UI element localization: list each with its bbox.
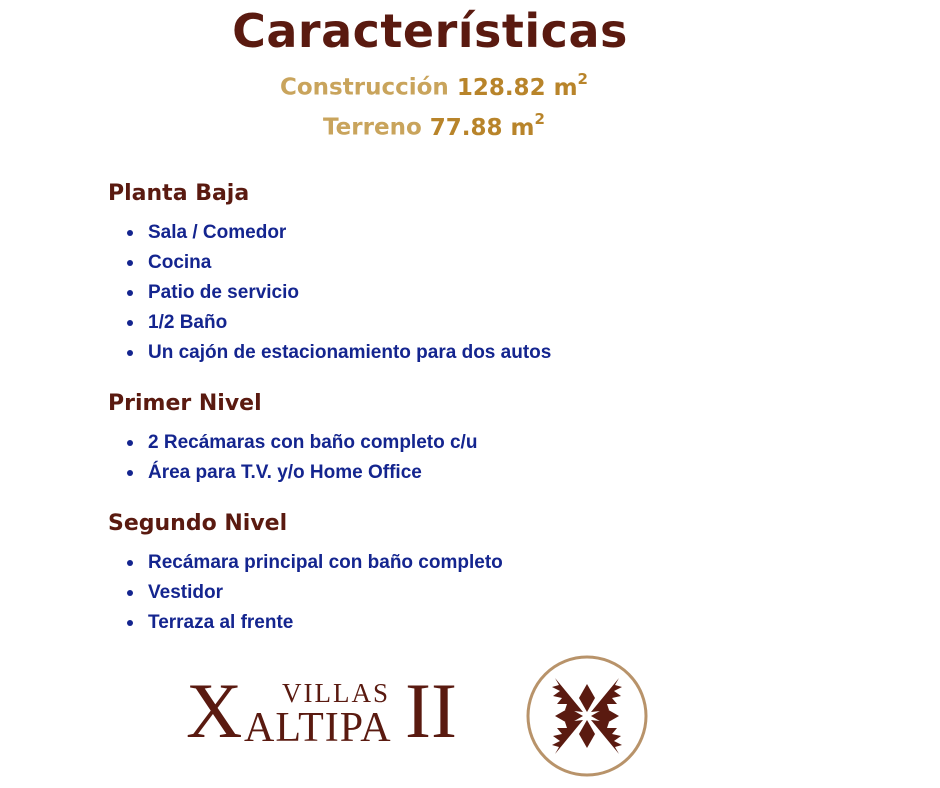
bullet-icon [127,590,133,596]
construction-value: 128.82 $m^2$ [456,70,588,101]
logo-numeral: II [405,667,457,754]
list-item: 2 Recámaras con baño completo c/u [127,428,477,458]
land-area [0,112,868,141]
logo-villas: VILLAS [282,678,390,708]
segundo-nivel-list [127,548,503,638]
bullet-icon [127,230,133,236]
logo-altipa: ALTIPA [244,705,392,751]
section-title-planta-baja: Planta Baja [108,181,250,206]
construction-area [0,72,868,101]
land-label: Terreno [323,114,422,141]
list-item: Área para T.V. y/o Home Office [127,458,477,488]
list-item: 1/2 Baño [127,308,551,338]
bullet-icon [127,620,133,626]
bullet-icon [127,320,133,326]
list-item: Patio de servicio [127,278,551,308]
primer-nivel-list [127,428,477,488]
bullet-icon [127,260,133,266]
bullet-icon [127,350,133,356]
section-title-segundo-nivel: Segundo Nivel [108,511,288,536]
list-item: Cocina [127,248,551,278]
section-title-primer-nivel: Primer Nivel [108,391,262,416]
bullet-icon [127,560,133,566]
logo-x-letter: X [186,667,243,754]
bullet-icon [127,440,133,446]
list-item: Vestidor [127,578,503,608]
list-item: Recámara principal con baño completo [127,548,503,578]
page-title: Características [232,4,628,58]
construction-label: Construcción [280,74,449,101]
bullet-icon [127,290,133,296]
planta-baja-list [127,218,551,368]
list-item: Terraza al frente [127,608,503,638]
bullet-icon [127,470,133,476]
list-item: Sala / Comedor [127,218,551,248]
four-leaf-emblem-icon [525,654,649,778]
list-item: Un cajón de estacionamiento para dos autos [127,338,551,368]
land-value: 77.88 $m^2$ [429,110,545,141]
